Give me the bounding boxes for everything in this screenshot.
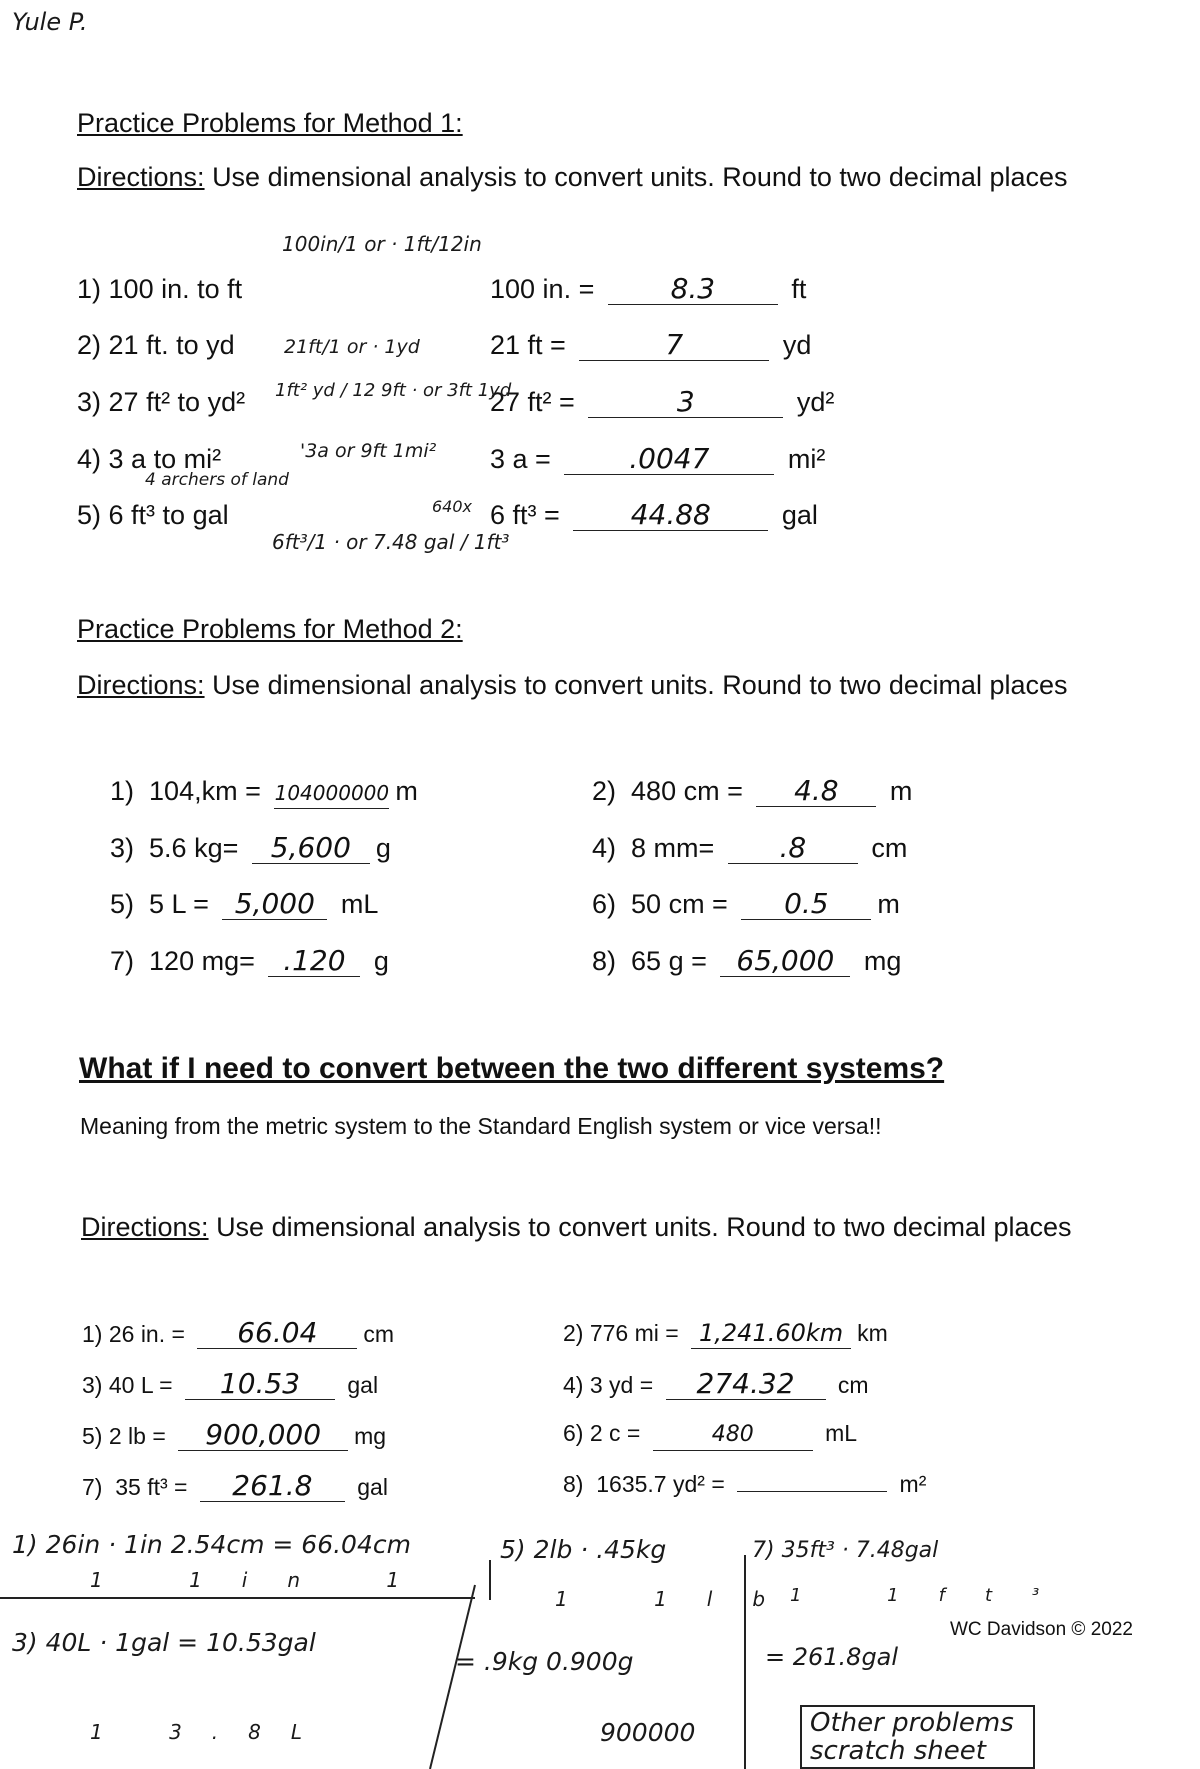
s3-problem-4: 4) 3 yd = 274.32 cm [563,1367,869,1400]
answer-blank[interactable]: 8.3 [608,274,778,305]
s3-problem-1: 1) 26 in. = 66.04 cm [82,1316,394,1349]
method1-heading: Practice Problems for Method 1: [77,108,463,138]
answer-blank[interactable]: 66.04 [197,1318,357,1349]
scratch-work-4-denominators: 1 1ft³ [790,1585,1080,1606]
m2-problem-7: 7) 120 mg= .120 g [110,944,389,977]
directions-text: Use dimensional analysis to convert units. Round to two decimal places [212,162,1068,192]
m2-problem-1: 1) 104,km = 104000000 m [110,776,418,809]
m1-problem-1-answer-row: 100 in. = 8.3 ft [490,272,807,305]
answer-blank[interactable]: .0047 [564,444,774,475]
directions-label: Directions: [77,162,205,192]
m2-problem-5: 5) 5 L = 5,000 mL [110,887,379,920]
m1-problem-4-answer-row: 3 a = .0047 mi² [490,442,826,475]
answer-blank[interactable]: .120 [268,946,360,977]
directions-text: Use dimensional analysis to convert units. Round to two decimal places [216,1212,1072,1242]
answer-blank[interactable]: .8 [728,833,858,864]
scratch-work-4-result: = 261.8gal [765,1643,899,1671]
s3-problem-7: 7) 35 ft³ = 261.8 gal [82,1469,388,1502]
answer-blank[interactable]: 480 [653,1420,813,1451]
scratch-work-3: 5) 2lb · .45kg [500,1535,667,1564]
m1-problem-3-question: 3) 27 ft² to yd² [77,387,246,417]
m1-work-5: 6ft³/1 · or 7.48 gal / 1ft³ [272,530,510,554]
m1-problem-2-question: 2) 21 ft. to yd [77,330,235,360]
answer-blank[interactable]: 10.53 [185,1369,335,1400]
scratch-work-2: 3) 40L · 1gal = 10.53gal [12,1628,316,1657]
directions-label: Directions: [81,1212,209,1242]
answer-blank[interactable]: 7 [579,330,769,361]
answer-blank[interactable]: 44.88 [573,500,768,531]
answer-blank[interactable]: 0.5 [741,889,871,920]
answer-blank[interactable]: 5,600 [252,833,370,864]
answer-blank[interactable]: 3 [588,387,783,418]
s3-problem-8: 8) 1635.7 yd² = m² [563,1471,927,1497]
answer-blank[interactable]: 5,000 [222,889,327,920]
m1-problem-3-answer-row: 27 ft² = 3 yd² [490,385,835,418]
method2-heading: Practice Problems for Method 2: [77,614,463,644]
scratch-work-4: 7) 35ft³ · 7.48gal [752,1538,939,1563]
m1-work-4-note: 4 archers of land [145,470,289,490]
m2-problem-2: 2) 480 cm = 4.8 m [592,774,913,807]
m2-problem-8: 8) 65 g = 65,000 mg [592,944,902,977]
section3-heading: What if I need to convert between the two different systems? [79,1052,945,1085]
scratch-work-3-result2: 900000 [600,1718,696,1747]
m2-problem-6: 6) 50 cm = 0.5 m [592,887,900,920]
m1-problem-4-question: 4) 3 a to mi² [77,444,222,474]
m1-problem-5-answer-row: 6 ft³ = 44.88 gal [490,498,818,531]
answer-blank[interactable]: 1,241.60km [691,1318,851,1349]
answer-blank[interactable]: 274.32 [666,1369,826,1400]
scratch-work-3-result: = .9kg 0.900g [455,1647,634,1676]
answer-blank[interactable]: 261.8 [200,1471,345,1502]
answer-blank[interactable]: 4.8 [756,776,876,807]
scratch-work-1-denominators: 1 1in 1 [90,1568,440,1592]
answer-blank[interactable]: 65,000 [720,946,850,977]
m1-problem-1-question: 1) 100 in. to ft [77,274,243,304]
m1-work-2: 21ft/1 or · 1yd [284,336,420,358]
m2-problem-3: 3) 5.6 kg= 5,600 g [110,831,391,864]
other-problems-note: Other problems scratch sheet [800,1705,1035,1769]
answer-blank[interactable]: 104000000 [274,778,389,809]
m1-work-3: 1ft² yd / 12 9ft · or 3ft 1yd [275,380,512,401]
m2-problem-4: 4) 8 mm= .8 cm [592,831,908,864]
answer-blank[interactable]: 900,000 [178,1420,348,1451]
m1-problem-2-answer-row: 21 ft = 7 yd [490,328,812,361]
s3-problem-2: 2) 776 mi = 1,241.60km km [563,1319,888,1347]
student-name: Yule P. [12,8,88,36]
s3-problem-3: 3) 40 L = 10.53 gal [82,1367,379,1400]
copyright: WC Davidson © 2022 [950,1619,1133,1640]
directions-text: Use dimensional analysis to convert units. Round to two decimal places [212,670,1068,700]
section3-meaning: Meaning from the metric system to the Standard English system or vice versa!! [80,1113,882,1139]
m1-work-1: 100in/1 or · 1ft/12in [282,232,482,256]
scratch-work-1: 1) 26in · 1in 2.54cm = 66.04cm [12,1530,411,1559]
s3-problem-6: 6) 2 c = 480 mL [563,1420,857,1451]
scratch-work-2-denominators: 1 3.8L [90,1720,333,1744]
m1-problem-5-question: 5) 6 ft³ to gal [77,500,229,530]
directions-label: Directions: [77,670,205,700]
s3-problem-5: 5) 2 lb = 900,000 mg [82,1418,387,1451]
m1-work-4: '3a or 9ft 1mi² [300,440,437,462]
m1-work-5-note: 640x [432,497,473,516]
scratch-work-3-denominators: 1 1lb [555,1587,806,1611]
